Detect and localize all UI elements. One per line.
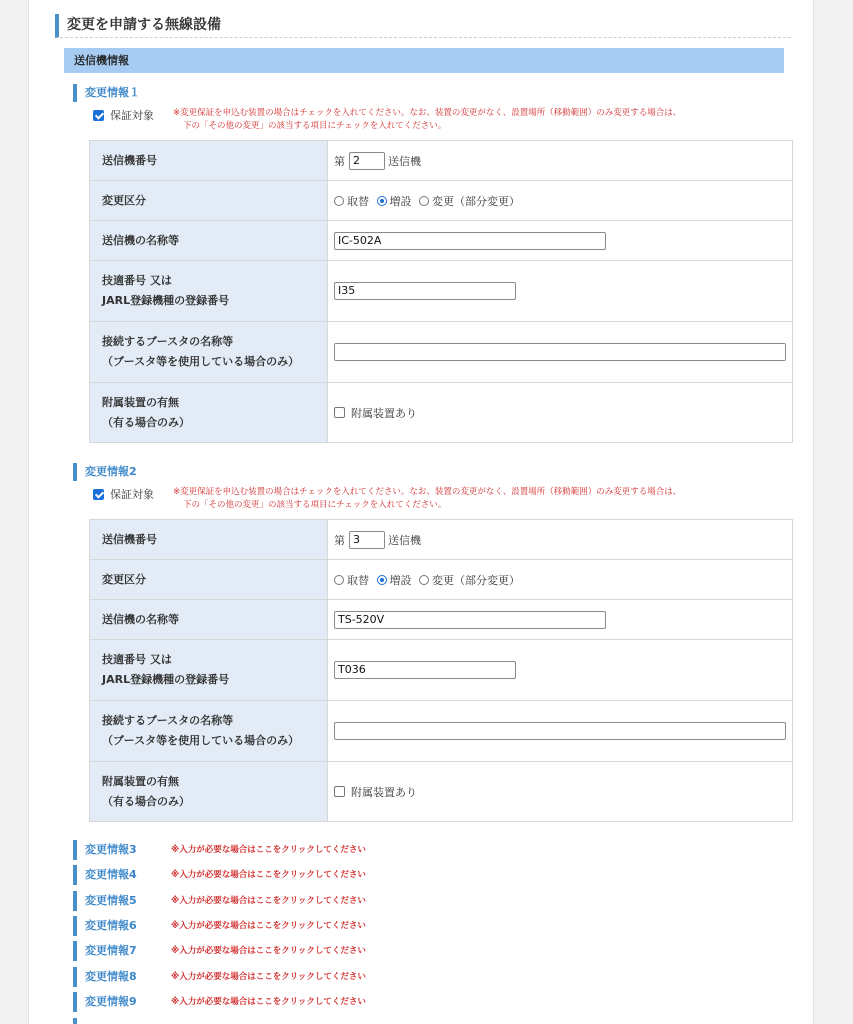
transmitter-number-input[interactable]: 3: [349, 531, 385, 549]
collapsed-title[interactable]: 変更情報5: [73, 891, 137, 911]
accessory-label-line2: （有る場合のみ）: [102, 415, 190, 429]
booster-cell: [328, 322, 793, 383]
transmitter-form-table: [89, 140, 793, 443]
transmitter-number-input[interactable]: 2: [349, 152, 385, 170]
number-prefix: 第: [334, 154, 345, 168]
change-type-cell: [328, 560, 793, 600]
booster-cell: [328, 701, 793, 762]
collapsed-note[interactable]: ※入力が必要な場合はここをクリックしてください: [171, 896, 366, 906]
collapsed-title[interactable]: 変更情報4: [73, 865, 137, 885]
tech-number-label-line1: 技適番号 又は: [102, 653, 172, 666]
change-type-radio-modify[interactable]: [419, 196, 429, 206]
guarantee-note-line1: ※変更保証を申込む装置の場合はチェックを入れてください。なお、装置の変更がなく、設置場所（移動範囲）のみ変更する場合は、: [173, 487, 682, 497]
booster-label: [90, 322, 328, 383]
collapsed-change-7[interactable]: [73, 941, 773, 961]
collapsed-note[interactable]: ※入力が必要な場合はここをクリックしてください: [171, 946, 366, 956]
tech-number-cell: [328, 640, 793, 701]
guarantee-note-line1: ※変更保証を申込む装置の場合はチェックを入れてください。なお、装置の変更がなく、設置場所（移動範囲）のみ変更する場合は、: [173, 108, 682, 118]
collapsed-title[interactable]: 変更情報3: [73, 840, 137, 860]
radio-label-replace: 取替: [347, 573, 369, 587]
tech-number-label-line2: JARL登録機種の登録番号: [102, 294, 230, 307]
transmitter-name-cell: [328, 600, 793, 640]
subsection-title: 送信機情報: [64, 48, 784, 73]
collapsed-change-6[interactable]: [73, 916, 773, 936]
tech-number-label: [90, 640, 328, 701]
guarantee-note-line2: 下の「その他の変更」の該当する項目にチェックを入れてください。: [183, 121, 447, 131]
tech-number-input[interactable]: I35: [334, 282, 516, 300]
guarantee-label: 保証対象: [110, 488, 154, 501]
section-title: 変更を申請する無線設備: [55, 14, 791, 38]
accessory-checkbox[interactable]: [334, 407, 345, 418]
guarantee-label: 保証対象: [110, 109, 154, 122]
guarantee-note: [173, 486, 793, 512]
accessory-label: [90, 383, 328, 443]
booster-label-line1: 接続するブースタの名称等: [102, 335, 234, 348]
collapsed-note[interactable]: ※入力が必要な場合はここをクリックしてください: [171, 845, 366, 855]
booster-input[interactable]: [334, 722, 786, 740]
transmitter-name-label: 送信機の名称等: [90, 221, 328, 261]
radio-label-add: 増設: [389, 573, 412, 587]
collapsed-title[interactable]: 変更情報6: [73, 916, 137, 936]
transmitter-name-input[interactable]: IC-502A: [334, 232, 606, 250]
change-type-radio-add[interactable]: [377, 575, 387, 585]
collapsed-title[interactable]: 変更情報8: [73, 967, 137, 987]
transmitter-form-table: [89, 519, 793, 822]
accessory-checkbox[interactable]: [334, 786, 345, 797]
number-suffix: 送信機: [388, 533, 421, 547]
change-type-radio-add[interactable]: [377, 196, 387, 206]
change-type-radio-replace[interactable]: [334, 196, 344, 206]
transmitter-name-cell: [328, 221, 793, 261]
change-type-radio-modify[interactable]: [419, 575, 429, 585]
guarantee-row: [93, 487, 793, 510]
transmitter-name-input[interactable]: TS-520V: [334, 611, 606, 629]
number-suffix: 送信機: [388, 154, 421, 168]
booster-label: [90, 701, 328, 762]
collapsed-note[interactable]: ※入力が必要な場合はここをクリックしてください: [171, 921, 366, 931]
change-title: 変更情報2: [73, 463, 137, 481]
collapsed-change-8[interactable]: [73, 967, 773, 987]
tech-number-input[interactable]: T036: [334, 661, 516, 679]
tech-number-label: [90, 261, 328, 322]
radio-label-add: 増設: [389, 194, 412, 208]
radio-label-modify: 変更（部分変更）: [432, 573, 520, 587]
change-type-cell: [328, 181, 793, 221]
accessory-label-line1: 附属装置の有無: [102, 395, 179, 409]
booster-label-line2: （ブースタ等を使用している場合のみ）: [102, 734, 300, 747]
tech-number-cell: [328, 261, 793, 322]
radio-label-replace: 取替: [347, 194, 369, 208]
collapsed-change-9[interactable]: [73, 992, 773, 1012]
collapsed-title[interactable]: 変更情報7: [73, 941, 137, 961]
guarantee-note-line2: 下の「その他の変更」の該当する項目にチェックを入れてください。: [183, 500, 447, 510]
accessory-label-line1: 附属装置の有無: [102, 774, 179, 788]
collapsed-change-5[interactable]: [73, 891, 773, 911]
guarantee-note: [173, 107, 793, 133]
transmitter-number-label: 送信機番号: [90, 141, 328, 181]
booster-input[interactable]: [334, 343, 786, 361]
change-type-label: 変更区分: [90, 181, 328, 221]
booster-label-line2: （ブースタ等を使用している場合のみ）: [102, 355, 300, 368]
change-title: 変更情報１: [73, 84, 140, 102]
accessory-checkbox-label: 附属装置あり: [351, 785, 417, 799]
transmitter-number-cell: [328, 141, 793, 181]
collapsed-change-3[interactable]: [73, 840, 773, 860]
page-container: [28, 0, 814, 1024]
accessory-label-line2: （有る場合のみ）: [102, 794, 190, 808]
collapsed-title[interactable]: 変更情報9: [73, 992, 137, 1012]
tech-number-label-line1: 技適番号 又は: [102, 274, 172, 287]
collapsed-change-10-marker: [73, 1018, 77, 1024]
guarantee-row: [93, 108, 793, 131]
accessory-cell: [328, 762, 793, 822]
transmitter-number-cell: [328, 520, 793, 560]
guarantee-checkbox[interactable]: [93, 110, 104, 121]
guarantee-checkbox[interactable]: [93, 489, 104, 500]
booster-label-line1: 接続するブースタの名称等: [102, 714, 234, 727]
change-type-radio-replace[interactable]: [334, 575, 344, 585]
collapsed-note[interactable]: ※入力が必要な場合はここをクリックしてください: [171, 997, 366, 1007]
transmitter-name-label: 送信機の名称等: [90, 600, 328, 640]
tech-number-label-line2: JARL登録機種の登録番号: [102, 673, 230, 686]
change-type-label: 変更区分: [90, 560, 328, 600]
accessory-label: [90, 762, 328, 822]
transmitter-number-label: 送信機番号: [90, 520, 328, 560]
collapsed-change-4[interactable]: [73, 865, 773, 885]
collapsed-note[interactable]: ※入力が必要な場合はここをクリックしてください: [171, 972, 366, 982]
collapsed-note[interactable]: ※入力が必要な場合はここをクリックしてください: [171, 870, 366, 880]
accessory-cell: [328, 383, 793, 443]
accessory-checkbox-label: 附属装置あり: [351, 406, 417, 420]
radio-label-modify: 変更（部分変更）: [432, 194, 520, 208]
number-prefix: 第: [334, 533, 345, 547]
